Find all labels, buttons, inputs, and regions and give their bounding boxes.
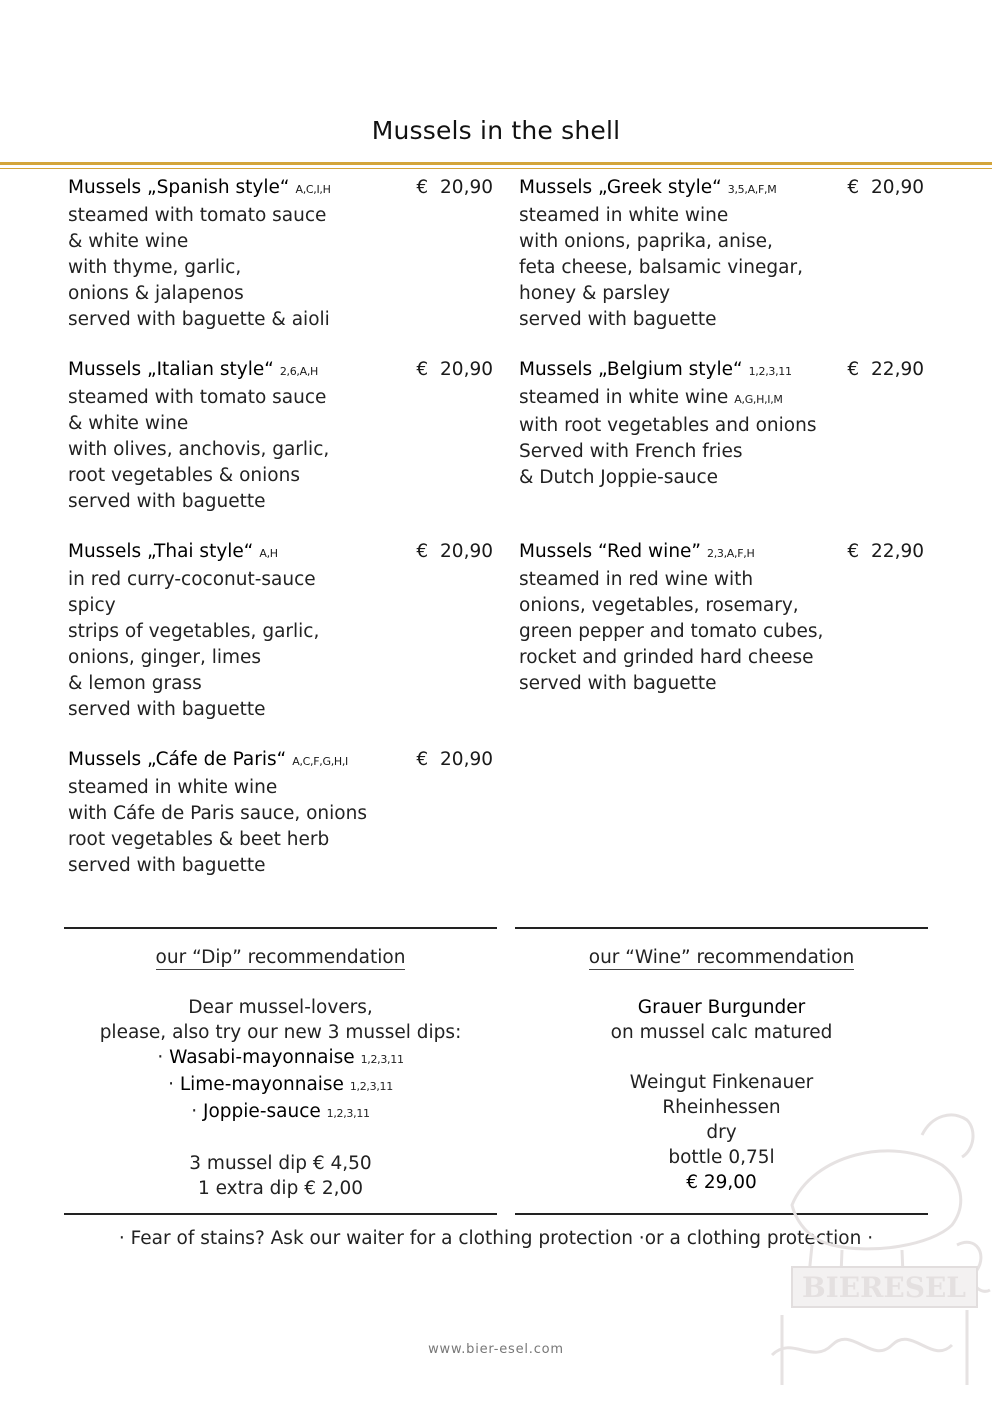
dish-thai-style — [68, 539, 493, 723]
wine-region: Rheinhessen — [662, 1097, 781, 1118]
dish-name: Mussels „Greek style“ — [519, 177, 722, 198]
dip-item — [64, 1099, 497, 1126]
bullet: · — [168, 1074, 174, 1095]
dish-description-line: steamed in white wine — [68, 777, 278, 798]
dip-heading: our “Dip” recommendation — [155, 947, 406, 968]
dish-price: € 20,90 — [416, 359, 493, 380]
dish-description-line: in red curry-coconut-sauce — [68, 569, 316, 590]
wine-description: on mussel calc matured — [610, 1022, 833, 1043]
dish-description-line: spicy — [68, 595, 116, 616]
dish-description-line: root vegetables & onions — [68, 465, 300, 486]
allergen-codes: 3,5,A,F,M — [727, 183, 777, 196]
wine-winery: Weingut Finkenauer — [629, 1072, 814, 1093]
page-title: Mussels in the shell — [371, 116, 621, 145]
dish-description-line: steamed in red wine with — [519, 569, 754, 590]
dish-name: Mussels „Belgium style“ — [519, 359, 743, 380]
dish-description-line: with Cáfe de Paris sauce, onions — [68, 803, 367, 824]
wine-name: Grauer Burgunder — [637, 997, 806, 1018]
dish-name: Mussels „Italian style“ — [68, 359, 274, 380]
dish-description-line: steamed with tomato sauce — [68, 205, 327, 226]
wine-taste: dry — [706, 1122, 737, 1143]
logo-text: BIERESEL — [802, 1271, 966, 1304]
wine-heading: our “Wine” recommendation — [588, 947, 855, 968]
dish-price: € 20,90 — [847, 177, 924, 198]
dish-description-line: Served with French fries — [519, 441, 743, 462]
dip-intro-line: please, also try our new 3 mussel dips: — [99, 1022, 462, 1043]
dish-red-wine — [519, 539, 924, 697]
dish-price: € 22,90 — [847, 359, 924, 380]
allergen-codes: 1,2,3,11 — [360, 1053, 404, 1066]
dish-description-line: served with baguette — [519, 673, 717, 694]
dip-price-line: 3 mussel dip € 4,50 — [189, 1153, 372, 1174]
dish-cafe-de-paris — [68, 747, 493, 879]
dish-price: € 22,90 — [847, 541, 924, 562]
dish-price: € 20,90 — [416, 749, 493, 770]
dip-item — [64, 1045, 497, 1072]
dip-name: Wasabi-mayonnaise — [169, 1047, 355, 1068]
allergen-codes: A,C,F,G,H,I — [292, 755, 349, 768]
wine-bottle-size: bottle 0,75l — [668, 1147, 775, 1168]
dish-description-line: root vegetables & beet herb — [68, 829, 330, 850]
bullet: · — [191, 1101, 198, 1122]
wine-box-top-rule — [515, 927, 928, 929]
dip-item — [64, 1072, 497, 1099]
allergen-codes: 2,3,A,F,H — [707, 547, 755, 560]
dip-price-line: 1 extra dip € 2,00 — [197, 1178, 364, 1199]
dish-description-line: with olives, anchovis, garlic, — [68, 439, 330, 460]
stain-protection-note: · Fear of stains? Ask our waiter for a clothing protection ·or a clothing protection · — [118, 1228, 874, 1249]
dish-description-line: served with baguette — [68, 699, 266, 720]
dish-description-line: & lemon grass — [68, 673, 202, 694]
allergen-codes: A,H — [259, 547, 278, 560]
website-link[interactable]: www.bier-esel.com — [428, 1342, 564, 1357]
dish-description-line: with onions, paprika, anise, — [519, 231, 773, 252]
dish-description-line: feta cheese, balsamic vinegar, — [519, 257, 803, 278]
dip-box-top-rule — [64, 927, 497, 929]
dish-description-line: onions & jalapenos — [68, 283, 244, 304]
allergen-codes: A,C,I,H — [295, 183, 331, 196]
dish-greek-style — [519, 175, 924, 333]
allergen-codes: A,G,H,I,M — [734, 393, 783, 406]
dish-price: € 20,90 — [416, 177, 493, 198]
allergen-codes: 1,2,3,11 — [748, 365, 792, 378]
dish-description-line: strips of vegetables, garlic, — [68, 621, 320, 642]
dish-description-line: & white wine — [68, 231, 189, 252]
title-rule-thin — [0, 168, 992, 169]
dish-name: Mussels „Cáfe de Paris“ — [68, 749, 287, 770]
dip-box-bottom-rule — [64, 1213, 497, 1215]
dish-belgium-style — [519, 357, 924, 491]
dish-description-line: steamed in white wine — [519, 205, 729, 226]
dish-description-line: served with baguette & aioli — [68, 309, 330, 330]
dish-description-line: with root vegetables and onions — [519, 415, 817, 436]
dip-intro-line: Dear mussel-lovers, — [188, 997, 373, 1018]
dish-description-line: with thyme, garlic, — [68, 257, 242, 278]
dish-description-line: & white wine — [68, 413, 189, 434]
dish-italian-style — [68, 357, 493, 515]
dish-description-line: onions, ginger, limes — [68, 647, 262, 668]
dish-description-line: green pepper and tomato cubes, — [519, 621, 824, 642]
dish-name: Mussels „Spanish style“ — [68, 177, 290, 198]
wine-price: € 29,00 — [686, 1172, 757, 1193]
dish-spanish-style — [68, 175, 493, 333]
dish-description-line: & Dutch Joppie-sauce — [519, 467, 719, 488]
dish-description-line: onions, vegetables, rosemary, — [519, 595, 799, 616]
dish-description-line: rocket and grinded hard cheese — [519, 647, 814, 668]
bullet: · — [157, 1047, 164, 1068]
dish-description-text: steamed in white wine — [519, 387, 729, 408]
dip-name: Lime-mayonnaise — [179, 1074, 344, 1095]
dish-description-line — [519, 385, 924, 413]
dip-recommendation — [64, 945, 497, 1201]
allergen-codes: 1,2,3,11 — [349, 1080, 393, 1093]
dish-description-line: served with baguette — [519, 309, 717, 330]
dish-description-line: served with baguette — [68, 855, 266, 876]
dish-name: Mussels “Red wine” — [519, 541, 702, 562]
allergen-codes: 1,2,3,11 — [326, 1107, 370, 1120]
dish-description-line: honey & parsley — [519, 283, 671, 304]
dish-description-line: steamed with tomato sauce — [68, 387, 327, 408]
allergen-codes: 2,6,A,H — [279, 365, 318, 378]
title-rule-thick — [0, 162, 992, 165]
dish-name: Mussels „Thai style“ — [68, 541, 254, 562]
dip-name: Joppie-sauce — [203, 1101, 321, 1122]
bieresel-logo-watermark — [752, 1095, 992, 1395]
dish-description-line: served with baguette — [68, 491, 266, 512]
dish-price: € 20,90 — [416, 541, 493, 562]
